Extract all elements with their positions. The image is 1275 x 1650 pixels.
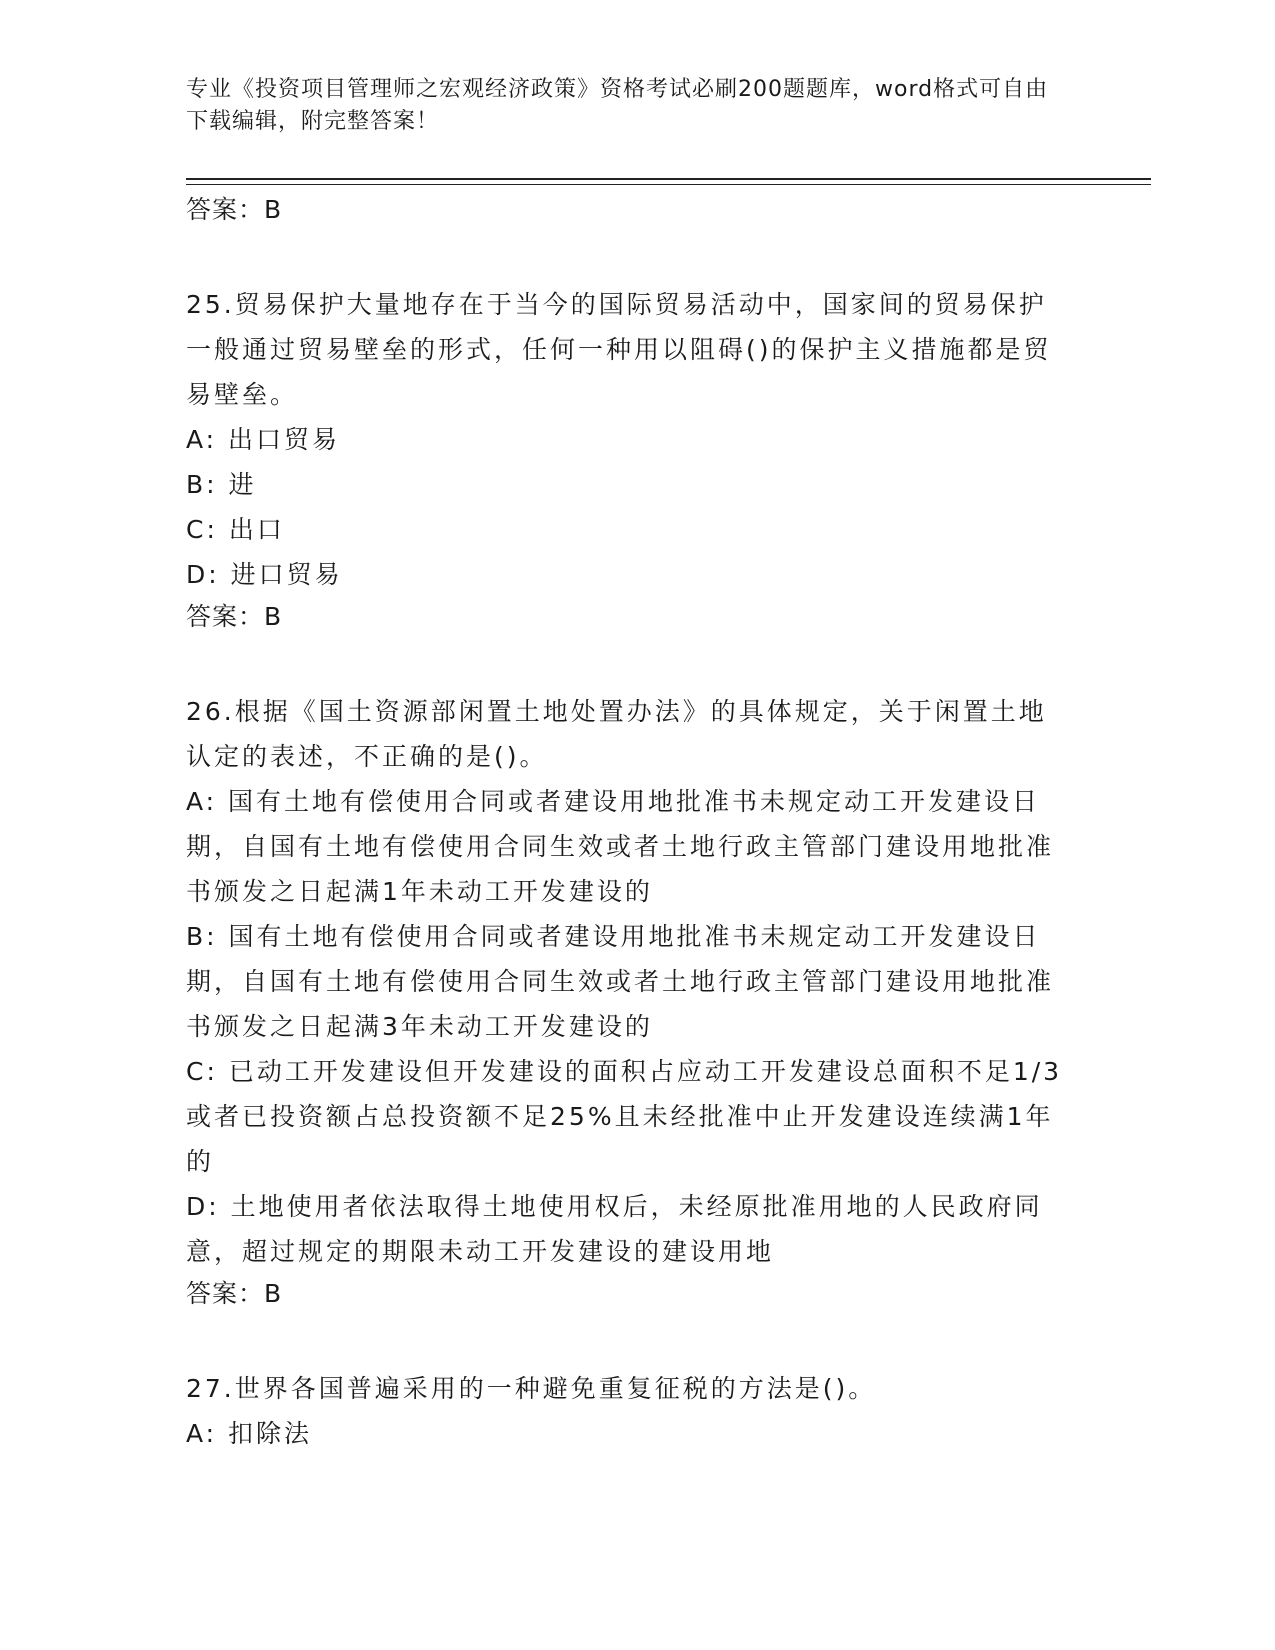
question-text: 26.根据《国土资源部闲置土地处置办法》的具体规定，关于闲置土地认定的表述，不正确的是()。: [186, 697, 1047, 771]
document-body: [186, 190, 1066, 1456]
answer-line: 答案：B: [186, 602, 283, 631]
question-text: 25.贸易保护大量地存在于当今的国际贸易活动中，国家间的贸易保护一般通过贸易壁垒的形式，任何一种用以阻碍()的保护主义措施都是贸易壁垒。: [186, 290, 1052, 409]
question-25: [186, 282, 1066, 637]
option-c: C: 已动工开发建设但开发建设的面积占应动工开发建设总面积不足1/3或者已投资额占总投资额不足25%且未经批准中止开发建设连续满1年的: [186, 1057, 1063, 1176]
question-27: [186, 1366, 1066, 1456]
question-26: [186, 689, 1066, 1314]
option-b: B: 国有土地有偿使用合同或者建设用地批准书未规定动工开发建设日期，自国有土地有偿使用合同生效或者土地行政主管部门建设用地批准书颁发之日起满3年未动工开发建设的: [186, 922, 1055, 1041]
option-a: A: 扣除法: [186, 1419, 313, 1448]
option-b: B: 进: [186, 470, 257, 499]
option-c: C: 出口: [186, 515, 285, 544]
option-a: A: 出口贸易: [186, 425, 341, 454]
question-text: 27.世界各国普遍采用的一种避免重复征税的方法是()。: [186, 1374, 877, 1403]
answer-line: 答案：B: [186, 1279, 283, 1308]
option-d: D: 进口贸易: [186, 560, 343, 589]
option-a: A: 国有土地有偿使用合同或者建设用地批准书未规定动工开发建设日期，自国有土地有偿使用合同生效或者土地行政主管部门建设用地批准书颁发之日起满1年未动工开发建设的: [186, 787, 1055, 906]
page-header: 专业《投资项目管理师之宏观经济政策》资格考试必刷200题题库，word格式可自由下载编辑，附完整答案！: [186, 77, 1049, 134]
option-d: D: 土地使用者依法取得土地使用权后，未经原批准用地的人民政府同意，超过规定的期限未动工开发建设的建设用地: [186, 1192, 1043, 1266]
answer-line: 答案：B: [186, 195, 283, 224]
header-divider: [186, 178, 1151, 185]
